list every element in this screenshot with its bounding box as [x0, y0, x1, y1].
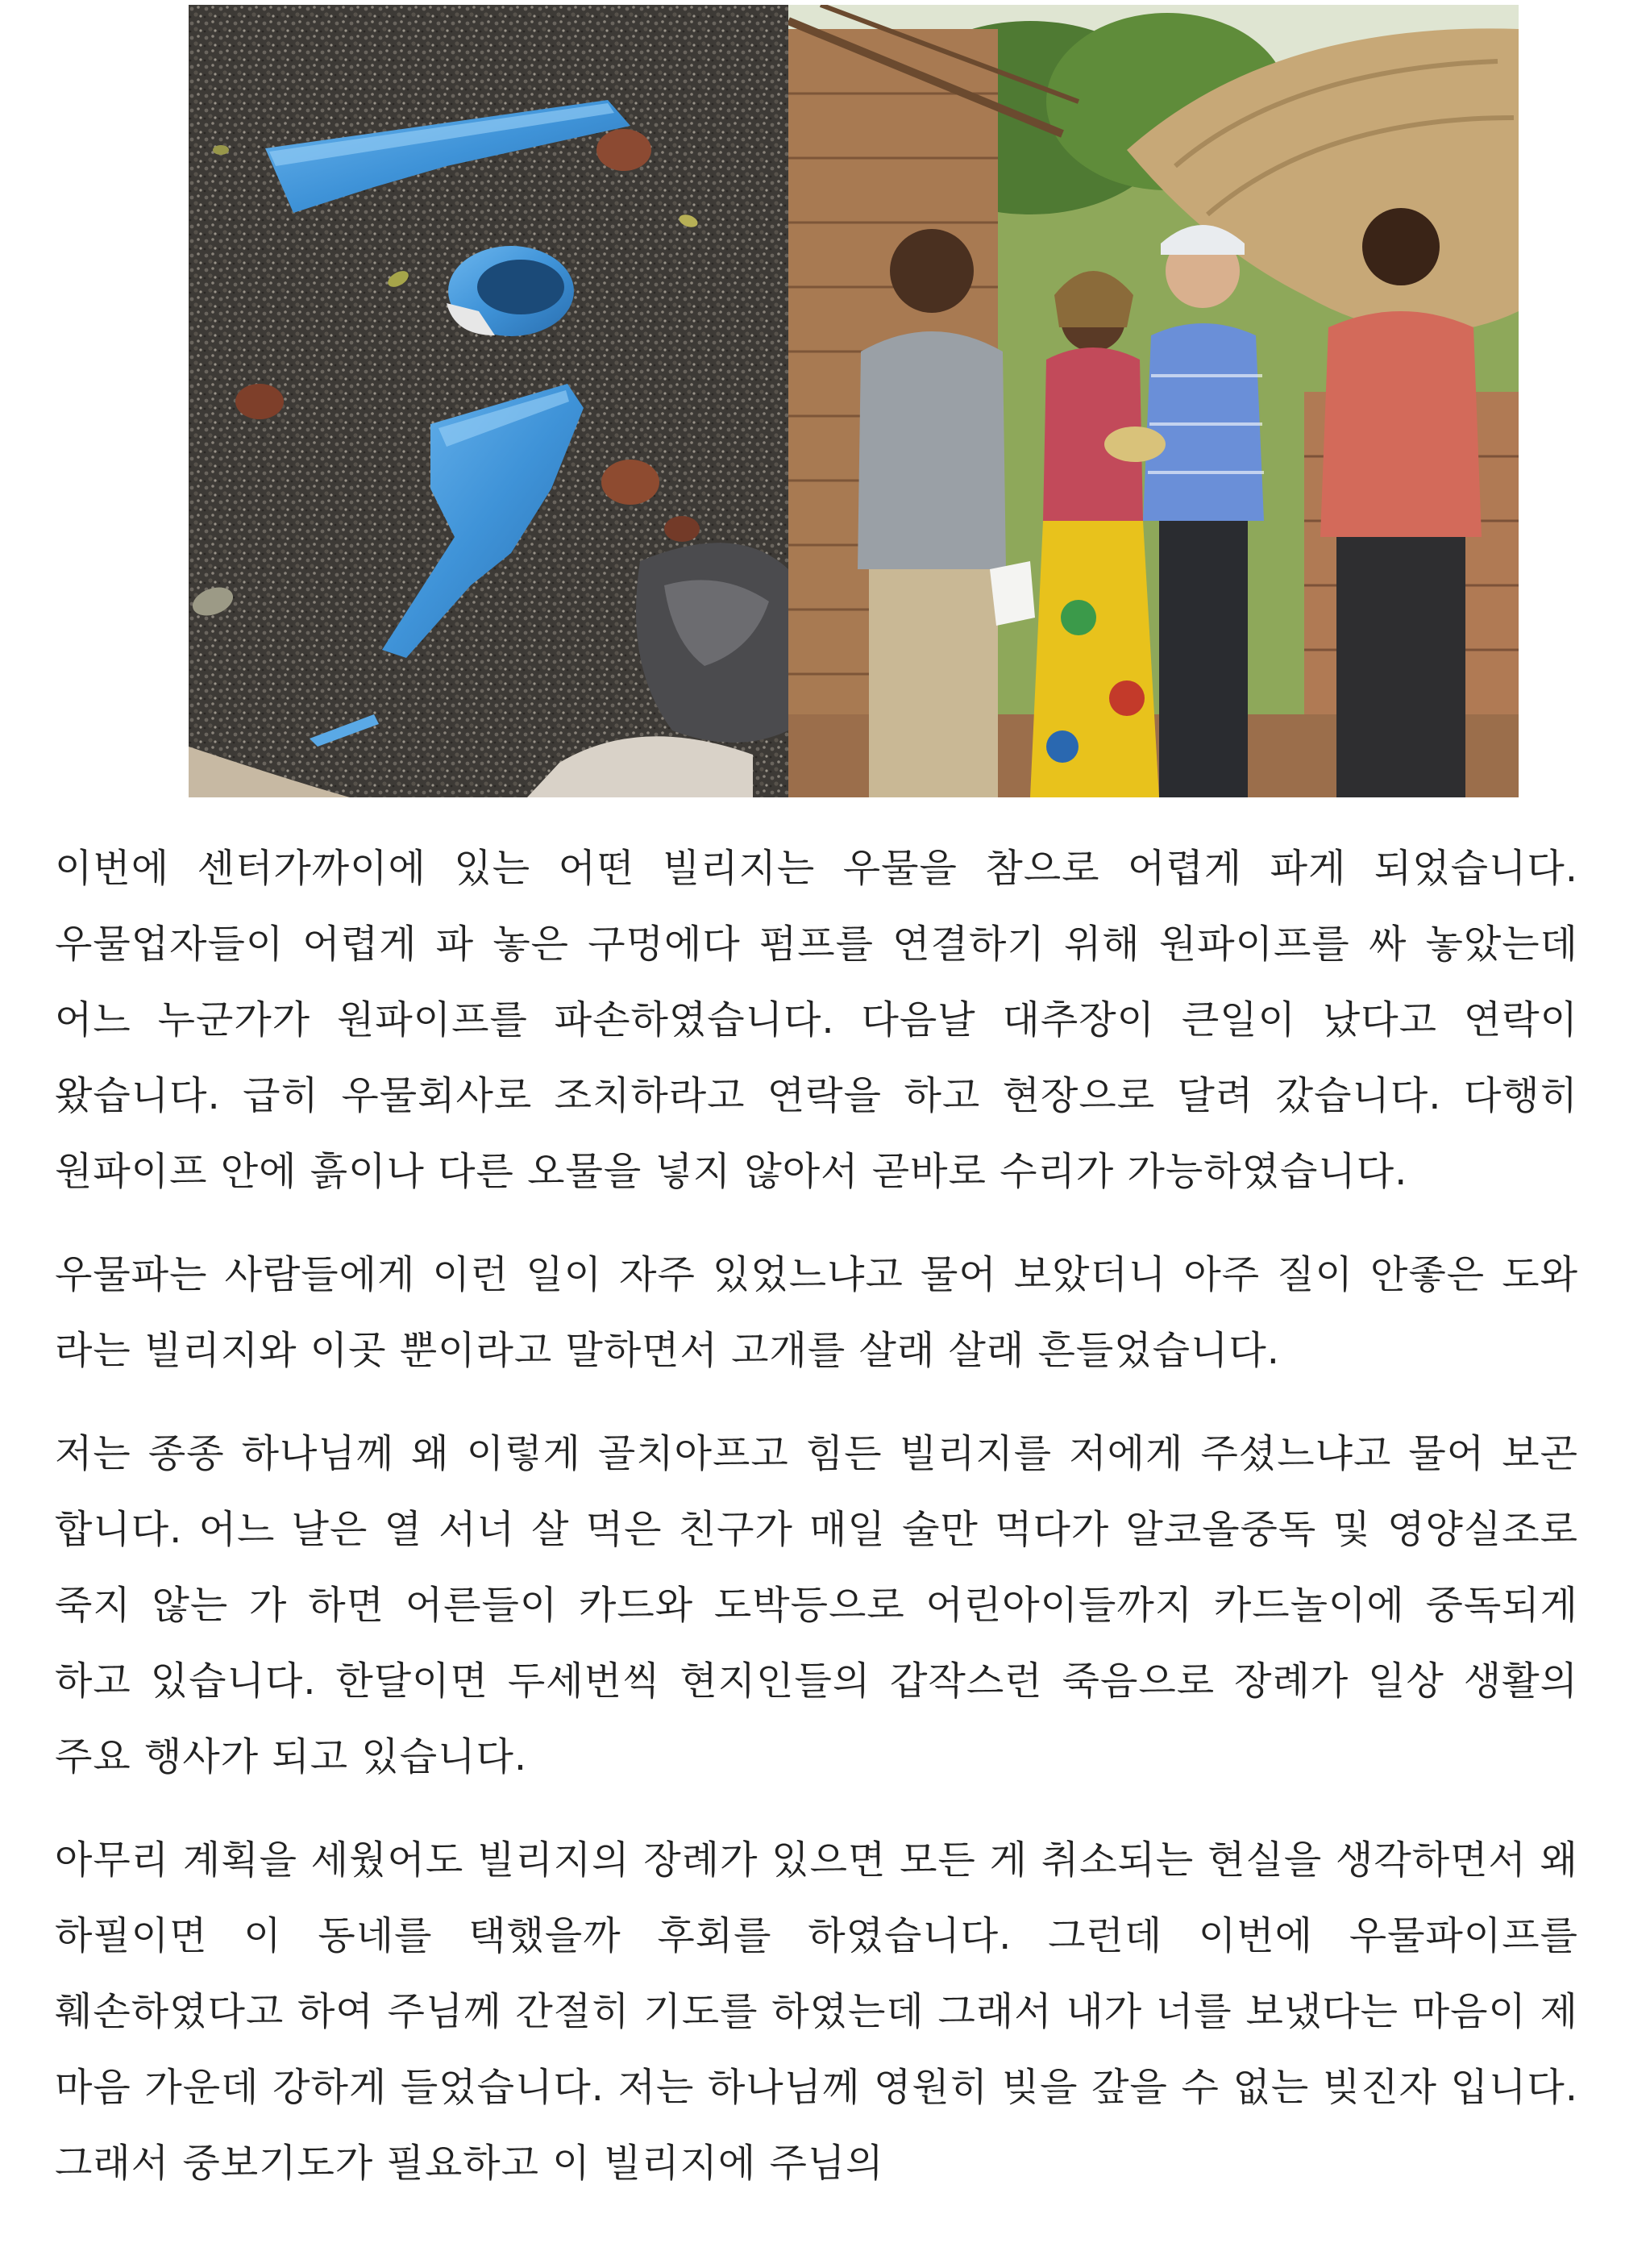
- paragraph-2: 우물파는 사람들에게 이런 일이 자주 있었느냐고 물어 보았더니 아주 질이 안좋은 도와 라는 빌리지와 이곳 뿐이라고 말하면서 고개를 살래 살래 흔들었습니다.: [55, 1252, 1578, 1373]
- village-meeting-illustration: [788, 5, 1519, 797]
- broken-pipe-photo: [189, 5, 788, 797]
- paragraph-3: 저는 종종 하나님께 왜 이렇게 골치아프고 힘든 빌리지를 저에게 주셨느냐고 물어 보곤 합니다. 어느 날은 열 서너 살 먹은 친구가 매일 술만 먹다가 알코올중독 및 영양실조로 죽지 않는 가 하면 어른들이 카드와 도박등으로 어린아이들까지 카드놀이에 중독되게 하고 있습니다. 한달이면 두세번씩 현지인들의 갑작스런 죽음으로 장례가 일상 생활의 주요 행사가 되고 있습니다.: [55, 1431, 1578, 1779]
- photo-row: [189, 5, 1519, 797]
- village-meeting-photo: [788, 5, 1519, 797]
- paragraph-1: 이번에 센터가까이에 있는 어떤 빌리지는 우물을 참으로 어렵게 파게 되었습니다. 우물업자들이 어렵게 파 놓은 구멍에다 펌프를 연결하기 위해 원파이프를 싸 놓았는데 어느 누군가가 원파이프를 파손하였습니다. 다음날 대추장이 큰일이 났다고 연락이 왔습니다. 급히 우물회사로 조치하라고 연락을 하고 현장으로 달려 갔습니다. 다행히 원파이프 안에 흙이나 다른 오물을 넣지 않아서 곧바로 수리가 가능하였습니다.: [55, 846, 1578, 1194]
- broken-pipe-illustration: [189, 5, 788, 797]
- paragraph-4: 아무리 계획을 세웠어도 빌리지의 장례가 있으면 모든 게 취소되는 현실을 생각하면서 왜 하필이면 이 동네를 택했을까 후회를 하였습니다. 그런데 이번에 우물파이프를 훼손하였다고 하여 주님께 간절히 기도를 하였는데 그래서 내가 너를 보냈다는 마음이 제 마음 가운데 강하게 들었습니다. 저는 하나님께 영원히 빚을 갚을 수 없는 빚진자 입니다. 그래서 중보기도가 필요하고 이 빌리지에 주님의: [55, 1837, 1578, 2186]
- article-body: [55, 830, 1578, 2228]
